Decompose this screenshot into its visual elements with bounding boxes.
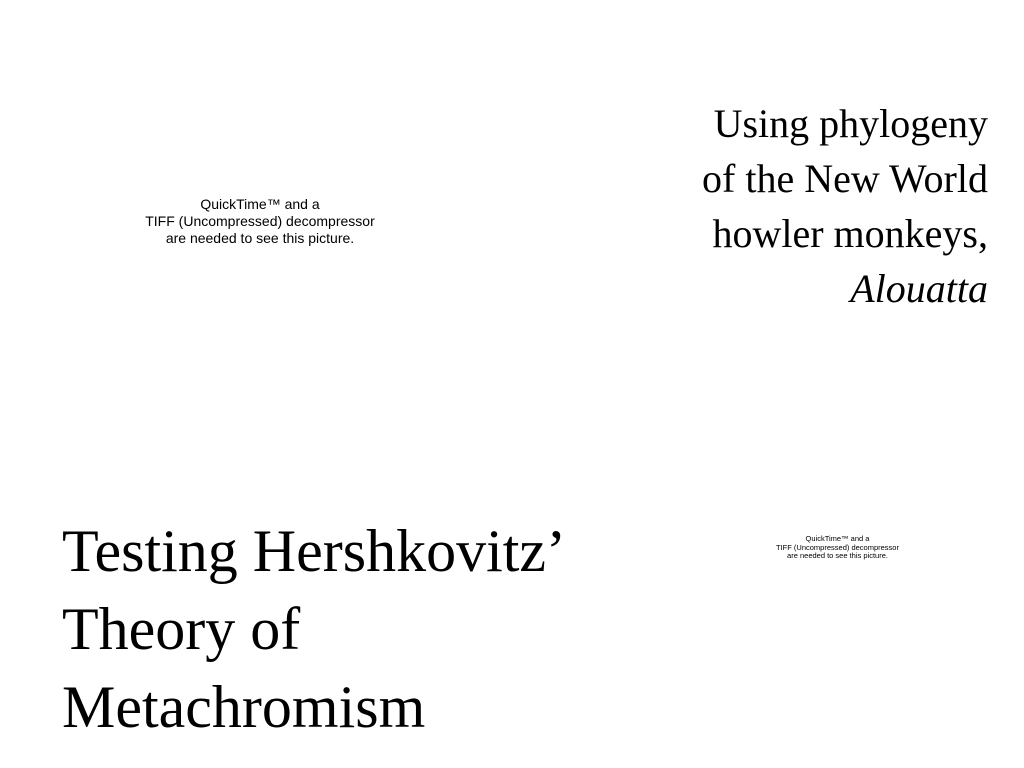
subtitle-line: howler monkeys, <box>712 211 988 256</box>
placeholder-text-line: are needed to see this picture. <box>165 230 355 246</box>
subtitle-line: of the New World <box>702 156 988 201</box>
slide-title <box>62 512 682 746</box>
title-line: Metachromism <box>62 674 426 740</box>
title-line: Theory of <box>62 596 301 662</box>
image-placeholder-bottom-right <box>765 535 910 561</box>
subtitle-genus-name: Alouatta <box>850 266 988 311</box>
title-line: Testing Hershkovitz’ <box>62 518 567 584</box>
placeholder-text-line: TIFF (Uncompressed) decompressor <box>145 213 375 229</box>
placeholder-text-line: QuickTime™ and a <box>805 534 870 543</box>
slide-subtitle <box>608 96 988 316</box>
image-placeholder-top-left <box>110 196 410 247</box>
placeholder-text-line: QuickTime™ and a <box>200 196 320 212</box>
subtitle-line: Using phylogeny <box>713 101 988 146</box>
placeholder-text-line: TIFF (Uncompressed) decompressor <box>776 542 899 552</box>
placeholder-text-line: are needed to see this picture. <box>787 551 888 560</box>
